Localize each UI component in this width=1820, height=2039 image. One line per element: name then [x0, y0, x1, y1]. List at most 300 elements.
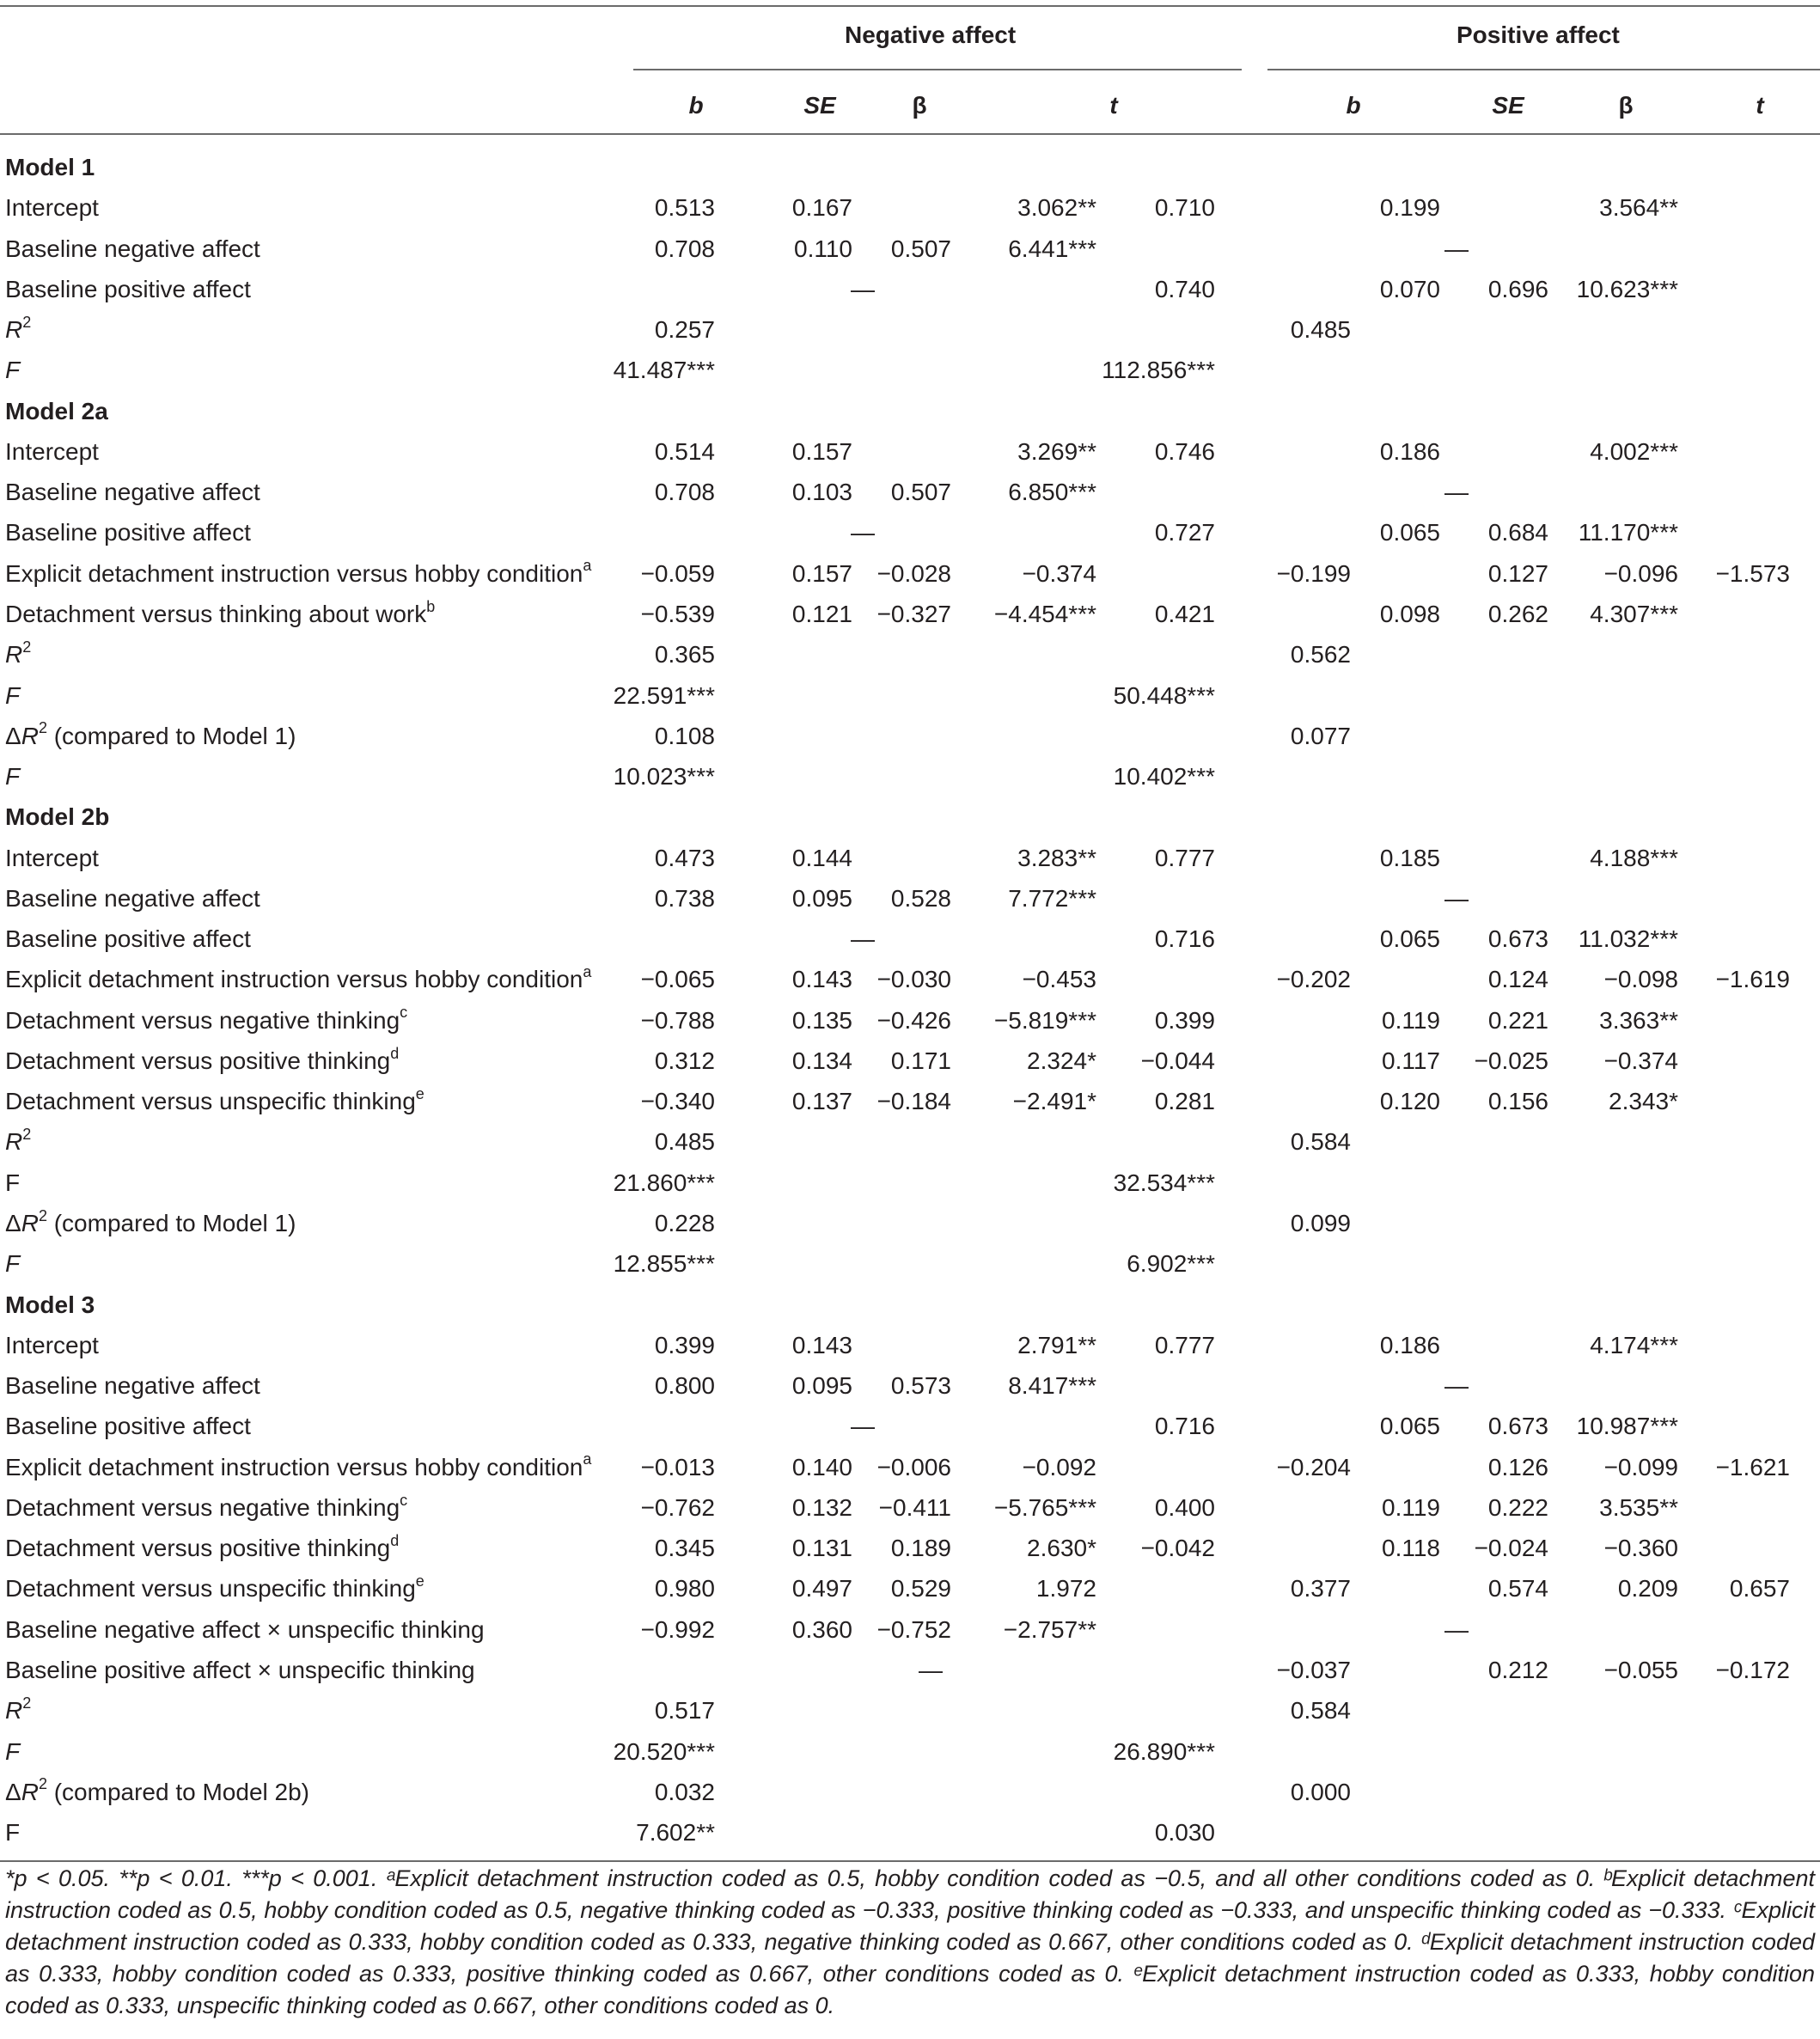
row-label	[5, 757, 20, 797]
table-cell-value: 0.400	[1154, 1493, 1215, 1521]
table-row	[0, 1204, 1820, 1243]
table-cell-value: 4.188***	[1590, 844, 1678, 871]
row-label	[5, 270, 251, 309]
table-row	[0, 595, 1820, 634]
table-cell-value: 0.135	[791, 1006, 852, 1034]
row-label	[5, 1488, 407, 1528]
row-label-text: Baseline negative affect	[5, 235, 260, 262]
table-cell-value: −0.374	[1603, 1047, 1678, 1074]
bottom-rule	[0, 1860, 1820, 1862]
table-cell-value: 0.673	[1487, 925, 1548, 953]
table-cell-value: 0.980	[654, 1575, 715, 1603]
table-row	[0, 473, 1820, 512]
table-cell-value: 0.185	[1379, 844, 1440, 871]
row-label-text: F	[5, 763, 21, 791]
row-label	[5, 1773, 309, 1812]
row-label-text: Intercept	[5, 844, 99, 871]
table-cell-value: −0.202	[1276, 966, 1351, 993]
top-rule	[0, 5, 1820, 7]
row-label	[5, 635, 31, 675]
table-cell-value: 41.487***	[613, 357, 715, 384]
table-cell-value: 0.513	[654, 194, 715, 222]
table-row	[0, 1244, 1820, 1284]
row-label-superscript: a	[583, 1450, 592, 1468]
table-cell-value: 0.171	[890, 1047, 951, 1074]
table-cell-value: 0.573	[890, 1372, 951, 1400]
table-cell-value: 0.108	[654, 722, 715, 749]
table-cell-value: 0.189	[890, 1535, 951, 1562]
table-cell-value: −0.374	[1022, 559, 1096, 587]
table-cell-value: 0.103	[791, 479, 852, 506]
row-label-text: Detachment versus unspecific thinking	[5, 1575, 416, 1603]
empty-cell-dash: —	[851, 1413, 875, 1440]
table-cell-value: −0.013	[640, 1453, 715, 1480]
table-cell-value: 0.528	[890, 884, 951, 912]
row-label-text: Model 3	[5, 1291, 95, 1318]
section-header-row	[0, 1285, 1820, 1325]
row-label-suffix: (compared to Model 1)	[46, 722, 296, 749]
table-cell-value: 1.972	[1035, 1575, 1096, 1603]
row-label	[5, 1732, 20, 1772]
table-cell-value: 3.283**	[1017, 844, 1096, 871]
table-cell-value: 0.657	[1729, 1575, 1790, 1603]
row-label-text: Model 2b	[5, 803, 110, 831]
table-cell-value: 0.127	[1487, 559, 1548, 587]
table-cell-value: 11.032***	[1578, 925, 1678, 953]
table-cell-value: 0.157	[791, 559, 852, 587]
table-cell-value: 0.000	[1290, 1778, 1351, 1805]
table-cell-value: 7.772***	[1008, 884, 1096, 912]
table-cell-value: 21.860***	[613, 1169, 715, 1196]
table-cell-value: −0.099	[1603, 1453, 1678, 1480]
table-row	[0, 513, 1820, 552]
table-cell-value: 0.727	[1154, 519, 1215, 546]
table-cell-value: −0.204	[1276, 1453, 1351, 1480]
table-cell-value: 0.134	[791, 1047, 852, 1074]
table-cell-value: 3.535**	[1599, 1493, 1678, 1521]
empty-cell-dash: —	[1444, 235, 1469, 262]
table-cell-value: 0.032	[654, 1778, 715, 1805]
row-label-text: ΔR	[5, 1778, 39, 1805]
table-cell-value: −5.819***	[993, 1006, 1096, 1034]
table-cell-value: 0.738	[654, 884, 715, 912]
table-cell-value: 0.507	[890, 479, 951, 506]
table-cell-value: −0.006	[876, 1453, 951, 1480]
table-cell-value: 0.132	[791, 1493, 852, 1521]
table-cell-value: 0.684	[1487, 519, 1548, 546]
table-cell-value: 0.157	[791, 437, 852, 465]
table-cell-value: 0.696	[1487, 275, 1548, 302]
col-header-b-negative: b	[688, 92, 704, 119]
table-cell-value: −0.199	[1276, 559, 1351, 587]
table-row	[0, 879, 1820, 919]
row-label-text: Baseline negative affect	[5, 884, 260, 912]
table-cell-value: 0.095	[791, 1372, 852, 1400]
row-label	[5, 919, 251, 959]
table-cell-value: 50.448***	[1113, 681, 1215, 709]
table-cell-value: 0.065	[1379, 925, 1440, 953]
table-cell-value: 0.281	[1154, 1088, 1215, 1115]
row-label	[5, 473, 260, 512]
table-cell-value: 0.740	[1154, 275, 1215, 302]
table-cell-value: 0.345	[654, 1535, 715, 1562]
row-label-superscript: 2	[38, 1775, 47, 1793]
table-cell-value: 0.119	[1382, 1006, 1440, 1034]
table-row	[0, 1691, 1820, 1731]
empty-cell-dash: —	[919, 1656, 943, 1683]
table-cell-value: 4.307***	[1590, 600, 1678, 627]
table-cell-value: −0.024	[1474, 1535, 1548, 1562]
table-cell-value: 0.126	[1487, 1453, 1548, 1480]
table-cell-value: −0.340	[640, 1088, 715, 1115]
table-cell-value: −1.573	[1715, 559, 1790, 587]
table-row	[0, 960, 1820, 999]
row-label	[5, 148, 95, 187]
row-label-text: Intercept	[5, 194, 99, 222]
table-cell-value: −0.360	[1603, 1535, 1678, 1562]
table-cell-value: −0.426	[876, 1006, 951, 1034]
table-cell-value: 0.708	[654, 235, 715, 262]
table-row	[0, 229, 1820, 269]
table-cell-value: 3.269**	[1017, 437, 1096, 465]
table-cell-value: 10.623***	[1576, 275, 1678, 302]
row-label-text: Baseline negative affect	[5, 1372, 260, 1400]
table-cell-value: 20.520***	[613, 1737, 715, 1765]
table-cell-value: 0.131	[791, 1535, 852, 1562]
row-label-superscript: e	[415, 1572, 424, 1590]
table-cell-value: −0.327	[876, 600, 951, 627]
table-cell-value: 0.118	[1382, 1535, 1440, 1562]
row-label-superscript: 2	[22, 1126, 32, 1144]
table-cell-value: 0.584	[1290, 1128, 1351, 1156]
table-cell-value: 3.363**	[1599, 1006, 1678, 1034]
row-label	[5, 1569, 424, 1609]
table-cell-value: −1.621	[1715, 1453, 1790, 1480]
table-cell-value: 0.222	[1487, 1493, 1548, 1521]
table-cell-value: 0.257	[654, 316, 715, 344]
table-cell-value: −0.059	[640, 559, 715, 587]
row-label-superscript: c	[400, 1004, 408, 1022]
row-label	[5, 960, 591, 999]
table-row	[0, 1569, 1820, 1609]
table-cell-value: 0.098	[1379, 600, 1440, 627]
table-row	[0, 676, 1820, 716]
row-label-text: R	[5, 641, 23, 668]
table-cell-value: 0.517	[654, 1697, 715, 1725]
row-label-suffix: (compared to Model 2b)	[46, 1778, 309, 1805]
table-cell-value: −4.454***	[993, 600, 1096, 627]
table-cell-value: 0.212	[1487, 1656, 1548, 1683]
table-cell-value: −2.491*	[1012, 1088, 1096, 1115]
row-label-superscript: a	[583, 557, 592, 575]
table-row	[0, 1651, 1820, 1690]
row-label	[5, 229, 260, 269]
row-label-superscript: e	[415, 1084, 424, 1102]
table-cell-value: 3.564**	[1599, 194, 1678, 222]
row-label-text: Explicit detachment instruction versus hobby condition	[5, 966, 583, 993]
row-label	[5, 1285, 95, 1325]
section-header-row	[0, 797, 1820, 837]
row-label	[5, 1001, 407, 1041]
row-label	[5, 879, 260, 919]
row-label-text: Detachment versus positive thinking	[5, 1535, 391, 1562]
row-label-text: Detachment versus negative thinking	[5, 1006, 400, 1034]
table-cell-value: 0.221	[1487, 1006, 1548, 1034]
row-label-text: Baseline positive affect	[5, 519, 251, 546]
section-header-row	[0, 392, 1820, 431]
table-cell-value: −0.044	[1140, 1047, 1215, 1074]
row-label	[5, 1204, 296, 1243]
table-cell-value: 4.002***	[1590, 437, 1678, 465]
row-label	[5, 351, 20, 390]
table-footnote: *p < 0.05. **p < 0.01. ***p < 0.001. ᵃExplicit detachment instruction coded as 0.5, hobby condition coded as −0.5, and all other conditions coded as 0. ᵇExplicit detachment instruction coded as 0.5, hobby condition coded as 0.5, negative thinking coded as −0.333, positive thinking coded as −0.333, and unspecific thinking coded as −0.333. ᶜExplicit detachment instruction coded as 0.333, hobby condition coded as 0.333, negative thinking coded as 0.667, other conditions coded as 0. ᵈExplicit detachment instruction coded as 0.333, hobby condition coded as 0.333, positive thinking coded as 0.667, other conditions coded as 0. ᵉExplicit detachment instruction coded as 0.333, hobby condition coded as 0.333, unspecific thinking coded as 0.667, other conditions coded as 0.	[5, 1865, 1815, 2018]
row-label-text: R	[5, 1697, 23, 1725]
row-label-text: Baseline positive affect	[5, 1413, 251, 1440]
table-cell-value: 0.421	[1154, 600, 1215, 627]
table-cell-value: 8.417***	[1008, 1372, 1096, 1400]
table-cell-value: −0.992	[640, 1615, 715, 1643]
table-cell-value: 0.262	[1487, 600, 1548, 627]
table-row	[0, 635, 1820, 675]
row-label	[5, 1244, 20, 1284]
row-label	[5, 554, 591, 594]
row-label-text: Baseline positive affect × unspecific thinking	[5, 1656, 475, 1683]
group-rule-negative	[633, 69, 1242, 70]
row-label	[5, 1529, 399, 1568]
table-cell-value: −0.762	[640, 1493, 715, 1521]
table-cell-value: 0.574	[1487, 1575, 1548, 1603]
table-cell-value: −0.037	[1276, 1656, 1351, 1683]
table-cell-value: 0.497	[791, 1575, 852, 1603]
row-label-text: Detachment versus thinking about work	[5, 600, 427, 627]
row-label-superscript: 2	[22, 313, 32, 331]
table-row	[0, 1488, 1820, 1528]
table-row	[0, 554, 1820, 594]
table-cell-value: 0.746	[1154, 437, 1215, 465]
group-header-negative: Negative affect	[845, 21, 1017, 48]
col-header-t-negative: t	[1109, 92, 1118, 119]
col-header-se-positive: SE	[1492, 92, 1524, 119]
table-cell-value: −0.172	[1715, 1656, 1790, 1683]
row-label	[5, 1163, 20, 1203]
table-row	[0, 1610, 1820, 1650]
row-label-text: Baseline negative affect	[5, 479, 260, 506]
row-label	[5, 595, 435, 634]
row-label	[5, 797, 109, 837]
table-cell-value: −5.765***	[993, 1493, 1096, 1521]
row-label	[5, 1813, 20, 1853]
table-cell-value: 0.124	[1487, 966, 1548, 993]
row-label-superscript: 2	[22, 638, 32, 656]
table-row	[0, 1732, 1820, 1772]
group-header-positive: Positive affect	[1457, 21, 1620, 48]
row-label	[5, 839, 99, 878]
table-cell-value: −0.539	[640, 600, 715, 627]
row-label	[5, 1366, 260, 1406]
table-cell-value: −0.065	[640, 966, 715, 993]
row-label-text: F	[5, 681, 21, 709]
row-label-superscript: b	[426, 597, 436, 615]
table-cell-value: 0.121	[791, 600, 852, 627]
row-label-text: Baseline positive affect	[5, 275, 251, 302]
table-cell-value: 0.167	[791, 194, 852, 222]
table-cell-value: 0.399	[654, 1331, 715, 1358]
row-label-superscript: 2	[38, 1206, 47, 1224]
table-cell-value: −0.096	[1603, 559, 1678, 587]
table-cell-value: 0.186	[1379, 1331, 1440, 1358]
empty-cell-dash: —	[1444, 1372, 1469, 1400]
table-cell-value: 0.228	[654, 1210, 715, 1237]
section-header-row	[0, 148, 1820, 187]
row-label-superscript: 2	[22, 1694, 32, 1712]
table-cell-value: 0.716	[1154, 1413, 1215, 1440]
table-row	[0, 1529, 1820, 1568]
empty-cell-dash: —	[1444, 884, 1469, 912]
table-cell-value: 2.630*	[1027, 1535, 1096, 1562]
table-cell-value: 0.673	[1487, 1413, 1548, 1440]
table-cell-value: 0.070	[1379, 275, 1440, 302]
table-row	[0, 1773, 1820, 1812]
col-header-b-positive: b	[1346, 92, 1361, 119]
table-cell-value: 0.156	[1487, 1088, 1548, 1115]
table-cell-value: −0.025	[1474, 1047, 1548, 1074]
empty-cell-dash: —	[851, 925, 875, 953]
row-label	[5, 310, 31, 350]
row-label-superscript: d	[390, 1531, 400, 1549]
table-cell-value: 0.360	[791, 1615, 852, 1643]
table-cell-value: 0.120	[1379, 1088, 1440, 1115]
col-header-se-negative: SE	[803, 92, 836, 119]
table-cell-value: 0.708	[654, 479, 715, 506]
table-cell-value: 0.473	[654, 844, 715, 871]
table-cell-value: 0.119	[1382, 1493, 1440, 1521]
table-cell-value: 112.856***	[1102, 357, 1215, 384]
row-label-text: Detachment versus unspecific thinking	[5, 1088, 416, 1115]
table-cell-value: 0.377	[1290, 1575, 1351, 1603]
table-cell-value: −0.030	[876, 966, 951, 993]
empty-cell-dash: —	[1444, 479, 1469, 506]
row-label-superscript: 2	[38, 719, 47, 737]
table-row	[0, 839, 1820, 878]
col-header-beta-negative: β	[912, 92, 927, 119]
row-label-superscript: a	[583, 963, 592, 981]
table-row	[0, 1366, 1820, 1406]
table-cell-value: 0.399	[1154, 1006, 1215, 1034]
row-label-text: Baseline negative affect × unspecific thinking	[5, 1615, 485, 1643]
table-cell-value: 0.312	[654, 1047, 715, 1074]
row-label	[5, 1610, 485, 1650]
row-label-text: ΔR	[5, 722, 39, 749]
table-cell-value: 2.343*	[1609, 1088, 1678, 1115]
row-label-text: F	[5, 357, 21, 384]
table-cell-value: 0.529	[890, 1575, 951, 1603]
table-cell-value: 10.402***	[1113, 763, 1215, 791]
row-label	[5, 1407, 251, 1446]
table-cell-value: 0.144	[791, 844, 852, 871]
row-label	[5, 1651, 475, 1690]
row-label	[5, 717, 296, 756]
table-cell-value: 0.065	[1379, 519, 1440, 546]
table-cell-value: 11.170***	[1578, 519, 1678, 546]
row-label-text: Model 2a	[5, 397, 108, 424]
table-cell-value: 0.065	[1379, 1413, 1440, 1440]
table-cell-value: 0.095	[791, 884, 852, 912]
table-cell-value: 0.584	[1290, 1697, 1351, 1725]
row-label-text: F	[5, 1169, 21, 1196]
table-cell-value: 0.514	[654, 437, 715, 465]
table-cell-value: 0.800	[654, 1372, 715, 1400]
table-cell-value: 0.143	[791, 1331, 852, 1358]
table-cell-value: −0.028	[876, 559, 951, 587]
table-cell-value: −2.757**	[1003, 1615, 1096, 1643]
row-label-text: R	[5, 316, 23, 344]
table-cell-value: 0.777	[1154, 1331, 1215, 1358]
table-cell-value: −0.411	[878, 1493, 951, 1521]
row-label-text: Explicit detachment instruction versus hobby condition	[5, 1453, 583, 1480]
table-cell-value: 10.023***	[613, 763, 715, 791]
table-row	[0, 310, 1820, 350]
table-cell-value: −0.055	[1603, 1656, 1678, 1683]
table-cell-value: 6.902***	[1127, 1250, 1215, 1278]
table-cell-value: 6.441***	[1008, 235, 1096, 262]
table-cell-value: 0.716	[1154, 925, 1215, 953]
table-cell-value: −0.788	[640, 1006, 715, 1034]
table-cell-value: 0.562	[1290, 641, 1351, 668]
group-rule-positive	[1267, 69, 1820, 70]
row-label-text: Intercept	[5, 437, 99, 465]
table-cell-value: 0.143	[791, 966, 852, 993]
table-cell-value: 0.110	[794, 235, 852, 262]
table-row	[0, 757, 1820, 797]
table-cell-value: 4.174***	[1590, 1331, 1678, 1358]
table-cell-value: −0.098	[1603, 966, 1678, 993]
row-label	[5, 1041, 399, 1081]
row-label-superscript: d	[390, 1044, 400, 1062]
table-cell-value: 0.777	[1154, 844, 1215, 871]
col-header-t-positive: t	[1756, 92, 1764, 119]
row-label	[5, 392, 108, 431]
row-label-text: R	[5, 1128, 23, 1156]
table-row	[0, 1163, 1820, 1203]
table-row	[0, 270, 1820, 309]
table-cell-value: 0.199	[1379, 194, 1440, 222]
table-cell-value: 0.209	[1617, 1575, 1678, 1603]
table-cell-value: 0.137	[791, 1088, 852, 1115]
table-cell-value: 0.710	[1154, 194, 1215, 222]
table-cell-value: 0.507	[890, 235, 951, 262]
row-label-suffix: (compared to Model 1)	[46, 1210, 296, 1237]
table-cell-value: 0.030	[1154, 1819, 1215, 1847]
table-cell-value: −0.184	[876, 1088, 951, 1115]
table-cell-value: 10.987***	[1576, 1413, 1678, 1440]
table-cell-value: −0.453	[1022, 966, 1096, 993]
empty-cell-dash: —	[851, 275, 875, 302]
row-label-text: F	[5, 1737, 21, 1765]
table-row	[0, 1122, 1820, 1162]
table-cell-value: 0.099	[1290, 1210, 1351, 1237]
row-label-text: Model 1	[5, 154, 95, 180]
row-label	[5, 1448, 591, 1487]
table-cell-value: 32.534***	[1113, 1169, 1215, 1196]
table-row	[0, 1082, 1820, 1121]
table-row	[0, 1041, 1820, 1081]
table-cell-value: −0.042	[1140, 1535, 1215, 1562]
row-label-text: Detachment versus negative thinking	[5, 1493, 400, 1521]
row-label	[5, 1082, 424, 1121]
row-label	[5, 1326, 99, 1365]
table-cell-value: 0.117	[1382, 1047, 1440, 1074]
table-row	[0, 717, 1820, 756]
